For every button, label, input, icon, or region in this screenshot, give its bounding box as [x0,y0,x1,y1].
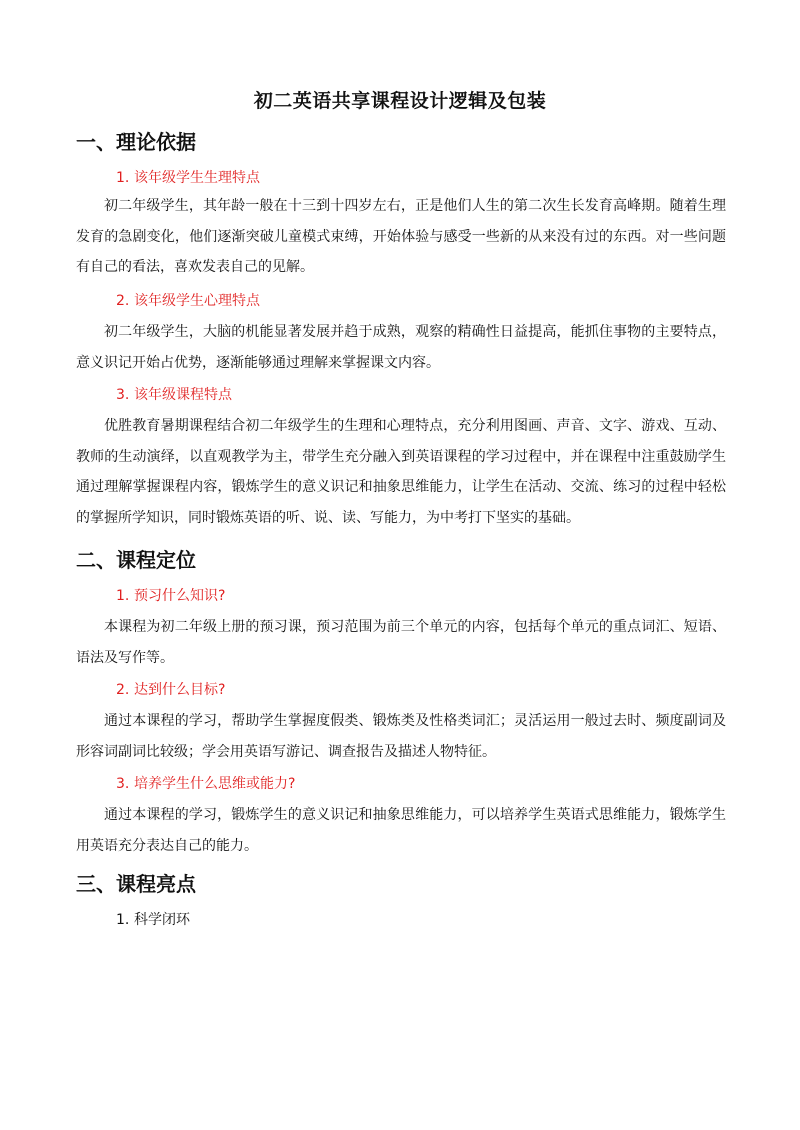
item-title: 该年级学生心理特点 [134,293,260,309]
paragraph-preview-knowledge: 本课程为初二年级上册的预习课，预习范围为前三个单元的内容，包括每个单元的重点词汇、短语、语法及写作等。 [76,619,726,666]
paragraph-course-features: 优胜教育暑期课程结合初二年级学生的生理和心理特点，充分利用图画、声音、文字、游戏、互动、教师的生动演绎，以直观教学为主，带学生充分融入到英语课程的学习过程中，并在课程中注重鼓励学生通过理解掌握课程内容，锻炼学生的意义识记和抽象思维能力，让学生在活动、交流、练习的过程中轻松的掌握所学知识，同时锻炼英语的听、说、读、写能力，为中考打下坚实的基础。 [76,418,726,526]
section-heading: 一、理论依据 [76,130,196,154]
section-heading: 三、课程亮点 [76,872,196,896]
subheading-scientific-loop [116,910,190,930]
section-course-highlights [76,870,726,950]
paragraph-physiology: 初二年级学生，其年龄一般在十三到十四岁左右，正是他们人生的第二次生长发育高峰期。随着生理发育的急剧变化，他们逐渐突破儿童模式束缚，开始体验与感受一些新的从来没有过的东西。对一些问题有自己的看法，喜欢发表自己的见解。 [76,198,726,275]
item-title: 该年级课程特点 [134,387,232,403]
subheading-abilities [116,774,295,794]
document-title: 初二英语共享课程设计逻辑及包装 [253,90,547,112]
item-title: 预习什么知识? [134,588,226,604]
item-number: 2. [116,682,130,698]
subheading-course-features [116,385,232,405]
item-number: 1. [116,588,130,604]
item-number: 1. [116,170,130,186]
item-number: 3. [116,387,130,403]
subheading-preview-knowledge [116,586,225,606]
subheading-psychology [116,291,260,311]
subheading-physiology [116,168,260,188]
section-theory-basis [76,128,726,528]
item-title: 达到什么目标? [134,682,226,698]
item-title: 培养学生什么思维或能力? [134,776,296,792]
item-title: 该年级学生生理特点 [134,170,260,186]
paragraph-psychology: 初二年级学生，大脑的机能显著发展并趋于成熟，观察的精确性日益提高，能抓住事物的主要特点，意义识记开始占优势，逐渐能够通过理解来掌握课文内容。 [76,324,726,371]
section-course-positioning [76,546,726,866]
item-number: 1. [116,912,130,928]
subheading-goals [116,680,225,700]
item-number: 3. [116,776,130,792]
section-heading: 二、课程定位 [76,548,196,572]
paragraph-abilities: 通过本课程的学习，锻炼学生的意义识记和抽象思维能力，可以培养学生英语式思维能力，锻炼学生用英语充分表达自己的能力。 [76,807,726,854]
paragraph-goals: 通过本课程的学习，帮助学生掌握度假类、锻炼类及性格类词汇；灵活运用一般过去时、频度副词及形容词副词比较级；学会用英语写游记、调查报告及描述人物特征。 [76,713,726,760]
item-title: 科学闭环 [134,912,190,928]
item-number: 2. [116,293,130,309]
